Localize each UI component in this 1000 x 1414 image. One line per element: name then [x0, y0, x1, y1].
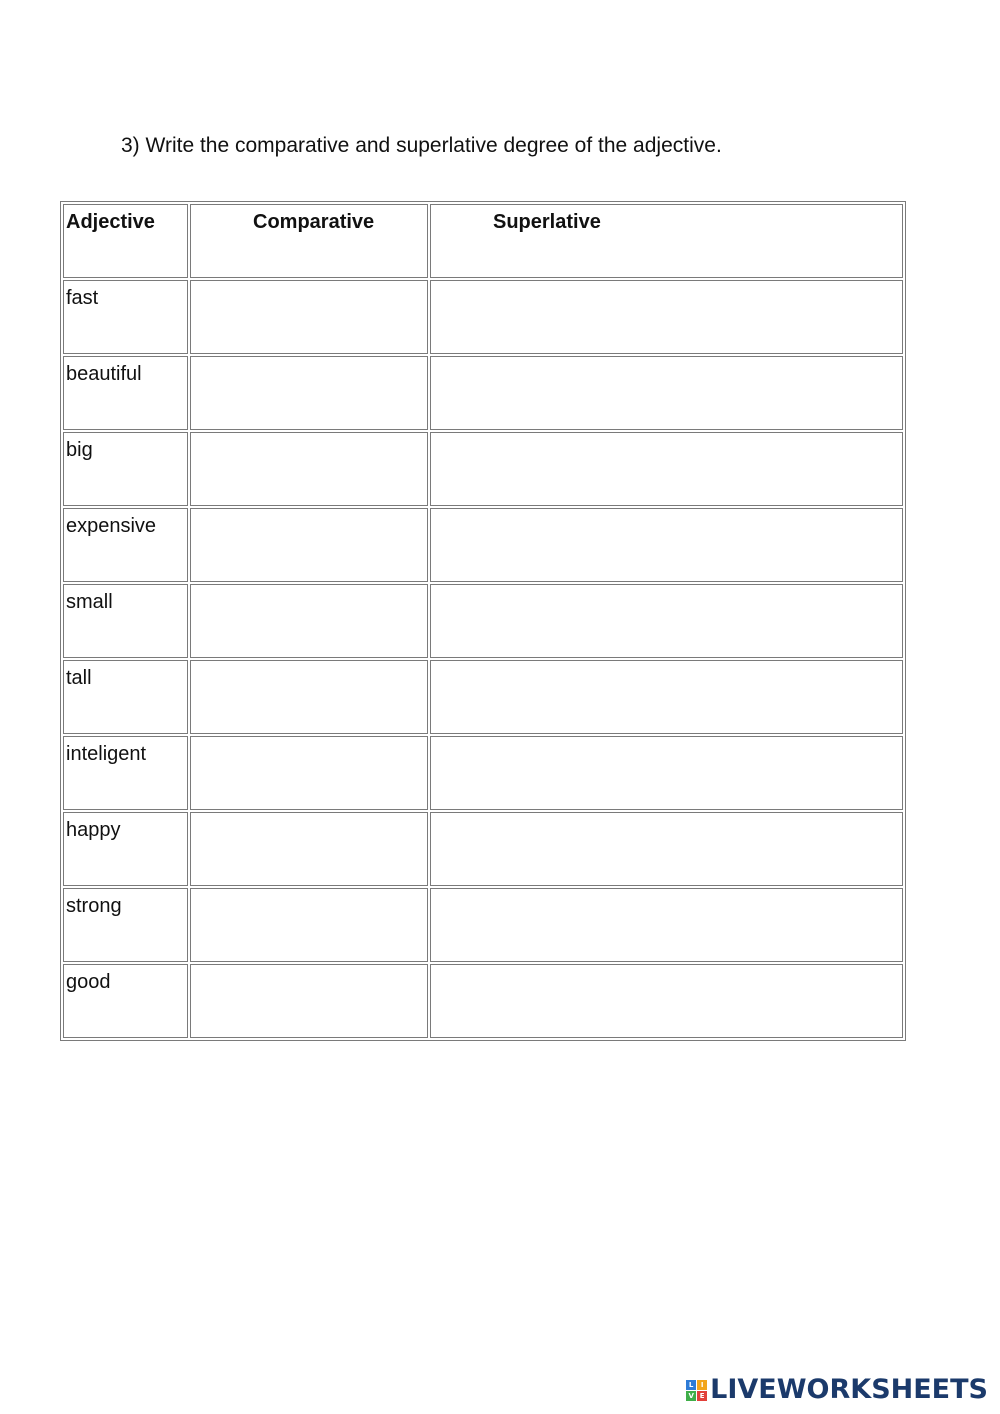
adjective-cell: expensive: [63, 508, 188, 582]
comparative-answer-cell[interactable]: [190, 584, 428, 658]
comparative-input[interactable]: [191, 813, 427, 885]
comparative-input[interactable]: [191, 281, 427, 353]
adjective-cell: happy: [63, 812, 188, 886]
comparative-answer-cell[interactable]: [190, 432, 428, 506]
superlative-input[interactable]: [431, 737, 902, 809]
table-header-row: [63, 204, 903, 278]
superlative-answer-cell[interactable]: [430, 280, 903, 354]
superlative-input[interactable]: [431, 965, 902, 1037]
comparative-input[interactable]: [191, 889, 427, 961]
header-comparative: Comparative: [190, 204, 428, 278]
comparative-answer-cell[interactable]: [190, 888, 428, 962]
superlative-input[interactable]: [431, 433, 902, 505]
logo-wordmark: LIVEWORKSHEETS: [710, 1374, 988, 1405]
table-row: [63, 356, 903, 430]
comparative-input[interactable]: [191, 661, 427, 733]
adjective-cell: small: [63, 584, 188, 658]
superlative-answer-cell[interactable]: [430, 584, 903, 658]
adjective-cell: inteligent: [63, 736, 188, 810]
comparative-input[interactable]: [191, 433, 427, 505]
logo-mark-square: V: [686, 1391, 696, 1401]
superlative-input[interactable]: [431, 509, 902, 581]
logo-mark-square: E: [697, 1391, 707, 1401]
logo-mark-square: I: [697, 1380, 707, 1390]
table-row: [63, 280, 903, 354]
superlative-answer-cell[interactable]: [430, 432, 903, 506]
table-row: [63, 584, 903, 658]
liveworksheets-logo: [686, 1373, 988, 1407]
superlative-input[interactable]: [431, 281, 902, 353]
comparative-input[interactable]: [191, 965, 427, 1037]
table-row: [63, 736, 903, 810]
comparative-input[interactable]: [191, 357, 427, 429]
superlative-answer-cell[interactable]: [430, 736, 903, 810]
comparative-answer-cell[interactable]: [190, 508, 428, 582]
comparative-answer-cell[interactable]: [190, 736, 428, 810]
table-row: [63, 508, 903, 582]
superlative-answer-cell[interactable]: [430, 888, 903, 962]
table-row: [63, 888, 903, 962]
table-row: [63, 432, 903, 506]
superlative-answer-cell[interactable]: [430, 812, 903, 886]
table-row: [63, 964, 903, 1038]
superlative-input[interactable]: [431, 889, 902, 961]
superlative-answer-cell[interactable]: [430, 508, 903, 582]
comparative-answer-cell[interactable]: [190, 356, 428, 430]
header-superlative: Superlative: [430, 204, 903, 278]
comparative-answer-cell[interactable]: [190, 964, 428, 1038]
adjective-cell: strong: [63, 888, 188, 962]
superlative-input[interactable]: [431, 357, 902, 429]
liveworksheets-mark-icon: [686, 1380, 707, 1401]
logo-mark-square: L: [686, 1380, 696, 1390]
adjective-cell: beautiful: [63, 356, 188, 430]
superlative-input[interactable]: [431, 661, 902, 733]
comparative-input[interactable]: [191, 737, 427, 809]
superlative-input[interactable]: [431, 813, 902, 885]
comparative-input[interactable]: [191, 585, 427, 657]
comparative-answer-cell[interactable]: [190, 812, 428, 886]
header-adjective: Adjective: [63, 204, 188, 278]
adjective-cell: tall: [63, 660, 188, 734]
superlative-answer-cell[interactable]: [430, 356, 903, 430]
comparative-answer-cell[interactable]: [190, 660, 428, 734]
table-row: [63, 812, 903, 886]
comparative-input[interactable]: [191, 509, 427, 581]
instruction-text: 3) Write the comparative and superlative degree of the adjective.: [121, 134, 722, 157]
table-row: [63, 660, 903, 734]
superlative-answer-cell[interactable]: [430, 660, 903, 734]
adjective-cell: good: [63, 964, 188, 1038]
superlative-input[interactable]: [431, 585, 902, 657]
adjective-cell: big: [63, 432, 188, 506]
comparative-answer-cell[interactable]: [190, 280, 428, 354]
adjective-table: [60, 201, 906, 1041]
adjective-cell: fast: [63, 280, 188, 354]
superlative-answer-cell[interactable]: [430, 964, 903, 1038]
